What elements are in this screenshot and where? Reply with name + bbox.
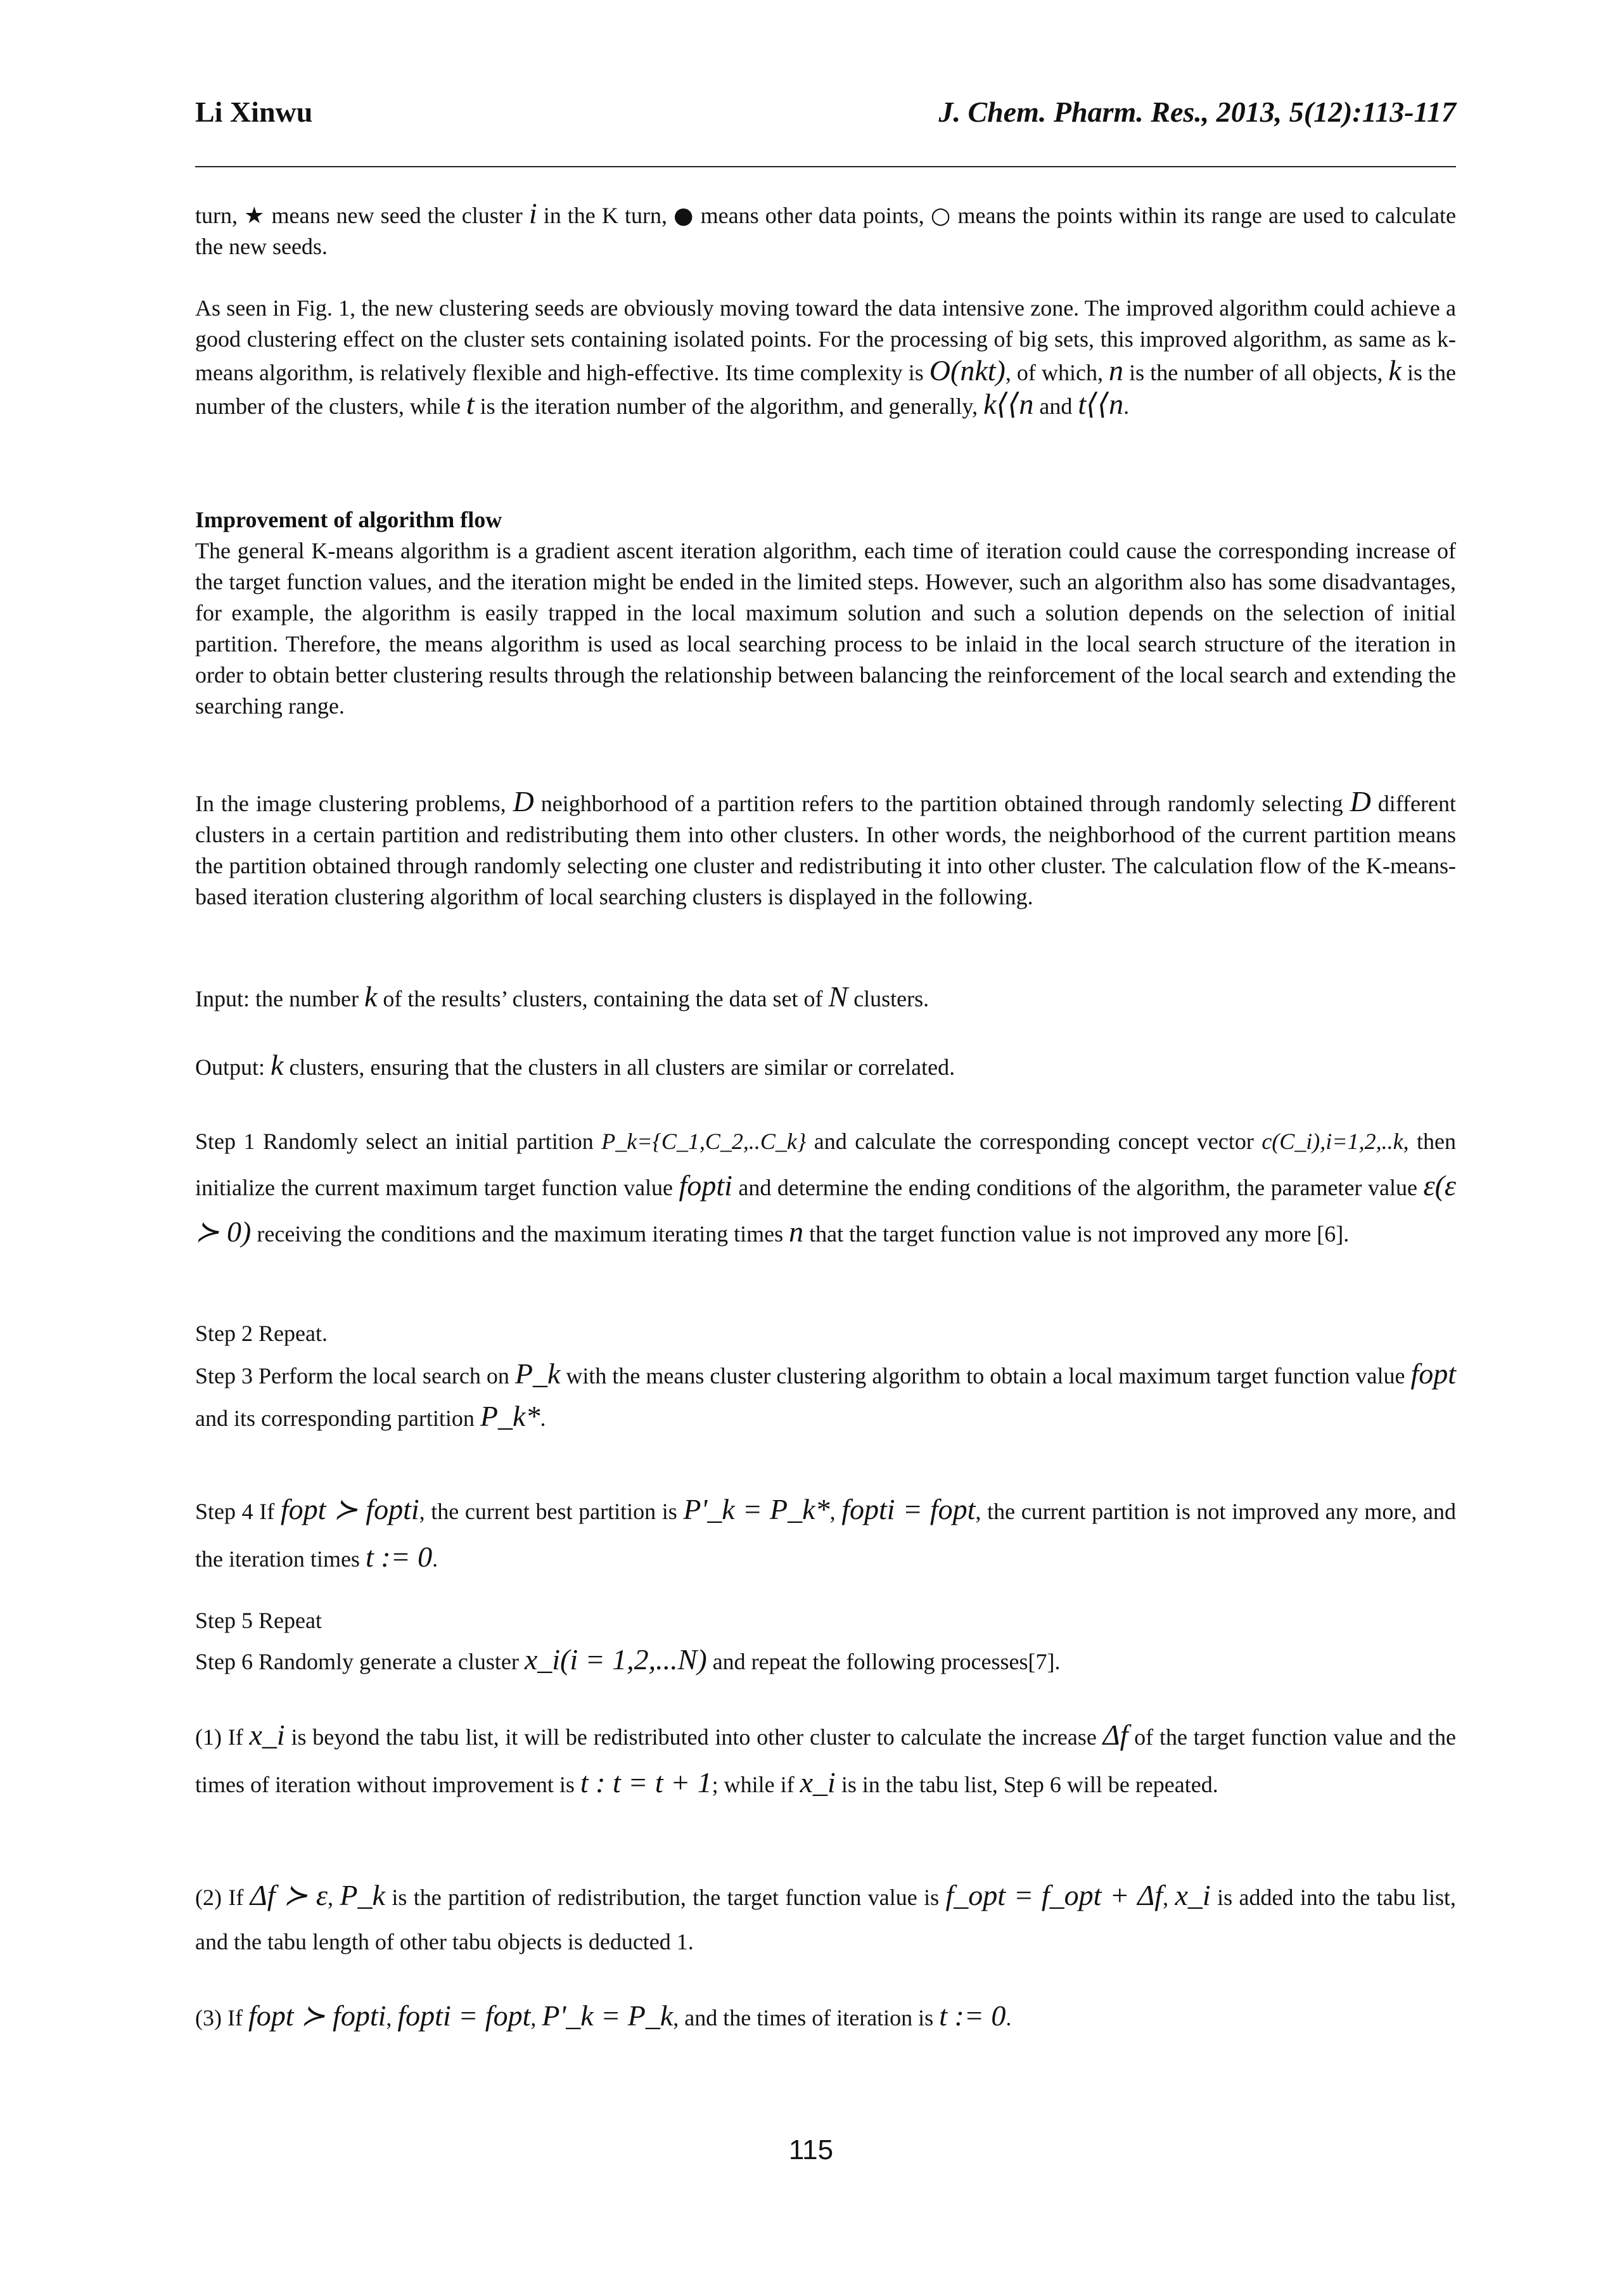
algorithm-input: Input: the number k of the results’ clusters, containing the data set of N clusters. <box>195 980 929 1013</box>
step-5: Step 5 Repeat <box>195 1608 322 1633</box>
running-header <box>195 95 1456 139</box>
page-number: 115 <box>788 2134 834 2165</box>
paragraph-complexity: As seen in Fig. 1, the new clustering seeds are obviously moving toward the data intensive zone. The improved algorithm could achieve a good clustering effect on the cluster sets containing isolated points. For the processing of big sets, this improved algorithm, as same as k-means algorithm, is relatively flexible and high-effective. Its time complexity is O(nkt), of which, n is the number of all objects, k is the number of the clusters, while t is the iteration number of the algorithm, and generally, k⟨⟨n and t⟨⟨n. <box>195 295 1457 420</box>
algorithm-step-1: Step 1 Randomly select an initial partition P_k={C_1,C_2,..C_k} and calculate the corresponding concept vector c(C_i),i=1,2,..k, then initialize the current maximum target function value fopti and determine the ending conditions of the algorithm, the parameter value ε(ε ≻ 0) receiving the conditions and the maximum iterating times n that the target function value is not improved any more [6]. <box>195 1129 1457 1248</box>
filled-dot-icon: ● <box>674 203 694 229</box>
algorithm-step-5-6: Step 5 Repeat Step 6 Randomly generate a cluster x_i(i = 1,2,...N) and repeat the following processes[7]. <box>195 1601 1456 1681</box>
figure-legend-text: turn, ★ means new seed the cluster i in the K turn, ● means other data points, ○ means the points within its range are used to calculate the new seeds. <box>195 197 1457 259</box>
section-heading: Improvement of algorithm flow <box>195 507 502 532</box>
section-improvement <box>195 504 1456 722</box>
paragraph-neighborhood: In the image clustering problems, D neighborhood of a partition refers to the partition obtained through randomly selecting D different clusters in a certain partition and redistributing them into other clusters. In other words, the neighborhood of the current partition means the partition obtained through randomly selecting one cluster and redistributing it into other cluster. The calculation flow of the K-means-based iteration clustering algorithm of local searching clusters is displayed in the following. <box>195 785 1457 909</box>
algorithm-item-2: (2) If Δf ≻ ε, P_k is the partition of redistribution, the target function value is f_opt = f_opt + Δf, x_i is added into the tabu list, and the tabu length of other tabu objects is deducted 1. <box>195 1879 1457 1954</box>
step-2: Step 2 Repeat. <box>195 1321 328 1346</box>
algorithm-item-1: (1) If x_i is beyond the tabu list, it will be redistributed into other cluster to calculate the increase Δf of the target function value and the times of iteration without improvement is t : t = t + 1; while if x_i is in the tabu list, Step 6 will be repeated. <box>195 1719 1457 1799</box>
star-icon: ★ <box>244 203 265 229</box>
header-citation: J. Chem. Pharm. Res., 2013, 5(12):113-117 <box>938 96 1456 128</box>
algorithm-step-2-3: Step 2 Repeat. Step 3 Perform the local search on P_k with the means cluster clustering algorithm to obtain a local maximum target function value fopt and its corresponding partition P_k*. <box>195 1313 1456 1439</box>
header-rule <box>195 166 1456 167</box>
section-body: The general K-means algorithm is a gradient ascent iteration algorithm, each time of iteration could cause the corresponding increase of the target function values, and the iteration might be ended in the limited steps. However, such an algorithm also has some disadvantages, for example, the algorithm is easily trapped in the local maximum solution and such a solution depends on the selection of initial partition. Therefore, the means algorithm is used as local searching process to be inlaid in the local search structure of the iteration in order to obtain better clustering results through the relationship between balancing the reinforcement of the local search and extending the searching range. <box>195 538 1456 719</box>
hollow-circle-icon: ○ <box>930 203 952 229</box>
algorithm-step-4: Step 4 If fopt ≻ fopti, the current best partition is P'_k = P_k*, fopti = fopt, the current partition is not improved any more, and the iteration times t := 0. <box>195 1493 1457 1573</box>
algorithm-output: Output: k clusters, ensuring that the clusters in all clusters are similar or correlated. <box>195 1049 955 1081</box>
algorithm-item-3: (3) If fopt ≻ fopti, fopti = fopt, P'_k = P_k, and the times of iteration is t := 0. <box>195 1999 1012 2032</box>
header-author: Li Xinwu <box>195 96 313 128</box>
